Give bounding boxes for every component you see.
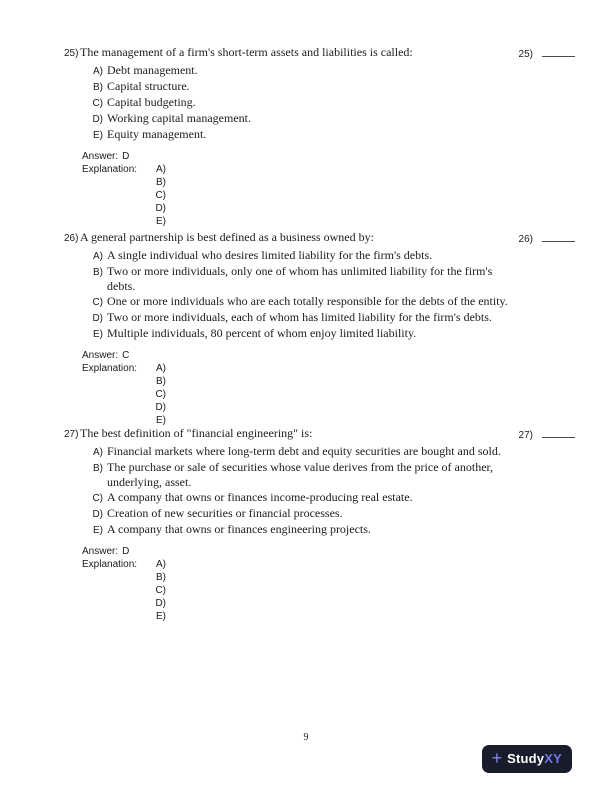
question-block-25 xyxy=(64,44,575,228)
explanation-items xyxy=(150,163,166,228)
option-text: Multiple individuals, 80 percent of whom enjoy limited liability. xyxy=(107,326,417,340)
question-text: The management of a firm's short-term assets and liabilities is called: xyxy=(80,45,413,59)
explanation-row xyxy=(82,163,575,228)
explanation-item: C) xyxy=(155,190,166,201)
question-number: 27) xyxy=(64,429,79,440)
answer-blank-line xyxy=(542,425,575,438)
question-text: A general partnership is best defined as a business owned by: xyxy=(80,230,374,244)
page-number: 9 xyxy=(303,732,309,743)
option-d xyxy=(90,310,575,326)
answer-blank-group xyxy=(519,425,575,443)
explanation-item: D) xyxy=(155,402,166,413)
answer-blank-line xyxy=(542,229,575,242)
option-e xyxy=(90,522,575,538)
answer-label: Answer: xyxy=(82,151,119,162)
answer-value: C xyxy=(122,350,130,361)
plus-icon: + xyxy=(491,748,503,768)
option-e xyxy=(90,127,575,143)
answer-blank-number: 26) xyxy=(518,234,533,245)
option-c xyxy=(90,294,575,310)
answer-row xyxy=(82,349,575,362)
studyxy-logo-badge[interactable] xyxy=(482,745,572,773)
answer-blank-group xyxy=(519,229,575,247)
option-label: A) xyxy=(93,251,103,262)
option-b xyxy=(90,264,575,294)
question-text: The best definition of "financial engineering" is: xyxy=(80,426,313,440)
explanation-row xyxy=(82,362,575,427)
option-label: E) xyxy=(93,130,103,141)
option-text-wrap: underlying, asset. xyxy=(107,475,192,489)
answer-label: Answer: xyxy=(82,546,119,557)
brand-name-accent: XY xyxy=(544,751,562,766)
answer-blank-number: 25) xyxy=(518,49,533,60)
explanation-label: Explanation: xyxy=(82,164,138,175)
option-label: D) xyxy=(92,114,103,125)
question-head xyxy=(64,229,575,246)
explanation-item: D) xyxy=(155,598,166,609)
question-number: 25) xyxy=(64,48,79,59)
option-label: B) xyxy=(93,267,103,278)
option-text: One or more individuals who are each totally responsible for the debts of the entity. xyxy=(107,294,508,308)
option-label: A) xyxy=(93,447,103,458)
explanation-item: B) xyxy=(156,572,166,583)
answer-block xyxy=(82,545,575,623)
option-c xyxy=(90,490,575,506)
option-a xyxy=(90,248,575,264)
option-text: Creation of new securities or financial processes. xyxy=(107,506,343,520)
explanation-items xyxy=(150,362,166,427)
explanation-item: E) xyxy=(156,611,166,622)
explanation-item: A) xyxy=(156,559,166,570)
question-head xyxy=(64,44,575,61)
answer-block xyxy=(82,349,575,427)
explanation-item: B) xyxy=(156,376,166,387)
explanation-label: Explanation: xyxy=(82,363,138,374)
option-text: Working capital management. xyxy=(107,111,251,125)
option-text-wrap: debts. xyxy=(107,279,136,293)
answer-label: Answer: xyxy=(82,350,119,361)
option-a xyxy=(90,63,575,79)
option-text: Capital budgeting. xyxy=(107,95,196,109)
option-text: Equity management. xyxy=(107,127,207,141)
question-block-26 xyxy=(64,229,575,427)
option-text: Two or more individuals, each of whom has limited liability for the firm's debts. xyxy=(107,310,492,324)
options-list xyxy=(90,248,575,342)
option-label: C) xyxy=(92,493,103,504)
brand-name xyxy=(507,750,562,768)
answer-value: D xyxy=(122,151,130,162)
option-label: C) xyxy=(92,98,103,109)
option-b xyxy=(90,460,575,490)
explanation-row xyxy=(82,558,575,623)
explanation-item: B) xyxy=(156,177,166,188)
explanation-item: D) xyxy=(155,203,166,214)
option-text: Financial markets where long-term debt and equity securities are bought and sold. xyxy=(107,444,501,458)
explanation-item: C) xyxy=(155,389,166,400)
explanation-item: E) xyxy=(156,216,166,227)
option-text: A single individual who desires limited liability for the firm's debts. xyxy=(107,248,433,262)
option-label: E) xyxy=(93,329,103,340)
option-label: E) xyxy=(93,525,103,536)
explanation-label: Explanation: xyxy=(82,559,138,570)
option-label: B) xyxy=(93,82,103,93)
option-label: B) xyxy=(93,463,103,474)
option-label: A) xyxy=(93,66,103,77)
option-text: A company that owns or finances engineering projects. xyxy=(107,522,371,536)
answer-row xyxy=(82,545,575,558)
option-text: Debt management. xyxy=(107,63,198,77)
option-text: Two or more individuals, only one of whom has unlimited liability for the firm's xyxy=(107,264,493,278)
option-b xyxy=(90,79,575,95)
option-text: A company that owns or finances income-producing real estate. xyxy=(107,490,413,504)
answer-block xyxy=(82,150,575,228)
answer-blank-group xyxy=(519,44,575,62)
option-text: Capital structure. xyxy=(107,79,190,93)
option-e xyxy=(90,326,575,342)
explanation-item: E) xyxy=(156,415,166,426)
answer-blank-line xyxy=(542,44,575,57)
answer-blank-number: 27) xyxy=(518,430,533,441)
question-head xyxy=(64,425,575,442)
options-list xyxy=(90,63,575,143)
option-text: The purchase or sale of securities whose value derives from the price of another, xyxy=(107,460,494,474)
explanation-item: A) xyxy=(156,164,166,175)
answer-value: D xyxy=(122,546,130,557)
answer-row xyxy=(82,150,575,163)
option-label: C) xyxy=(92,297,103,308)
options-list xyxy=(90,444,575,538)
option-a xyxy=(90,444,575,460)
explanation-item: C) xyxy=(155,585,166,596)
option-label: D) xyxy=(92,313,103,324)
question-number: 26) xyxy=(64,233,79,244)
option-d xyxy=(90,506,575,522)
option-d xyxy=(90,111,575,127)
option-label: D) xyxy=(92,509,103,520)
question-block-27 xyxy=(64,425,575,623)
explanation-item: A) xyxy=(156,363,166,374)
explanation-items xyxy=(150,558,166,623)
brand-name-primary: Study xyxy=(507,751,545,766)
option-c xyxy=(90,95,575,111)
